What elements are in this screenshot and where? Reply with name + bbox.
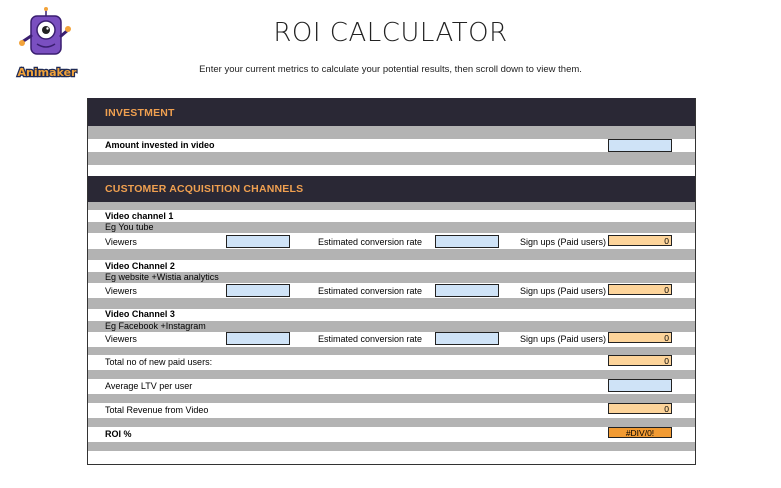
amount-invested-label: Amount invested in video bbox=[105, 140, 215, 150]
channel-1-conversion-input[interactable] bbox=[435, 235, 499, 248]
channel-3-conversion-input[interactable] bbox=[435, 332, 499, 345]
ltv-row bbox=[88, 379, 695, 394]
channel-2-conversion-label: Estimated conversion rate bbox=[318, 286, 423, 296]
channel-1-signups-label: Sign ups (Paid users) bbox=[520, 237, 607, 247]
average-ltv-input[interactable] bbox=[608, 379, 672, 392]
spacer-row bbox=[88, 442, 695, 451]
total-revenue-output: 0 bbox=[608, 403, 672, 414]
channel-2-metrics-row bbox=[88, 283, 695, 298]
channels-section-title: CUSTOMER ACQUISITION CHANNELS bbox=[105, 183, 304, 195]
channel-2-signups-label: Sign ups (Paid users) bbox=[520, 286, 607, 296]
channel-3-example-row bbox=[88, 321, 695, 332]
channel-3-example: Eg Facebook +Instagram bbox=[105, 321, 206, 331]
spacer-row bbox=[88, 202, 695, 210]
channel-1-example-row bbox=[88, 222, 695, 233]
investment-section-title: INVESTMENT bbox=[105, 107, 175, 119]
channel-1-metrics-row bbox=[88, 234, 695, 249]
spacer-row bbox=[88, 418, 695, 427]
total-users-label: Total no of new paid users: bbox=[105, 357, 213, 367]
channel-2-viewers-label: Viewers bbox=[105, 286, 137, 296]
channel-1-example: Eg You tube bbox=[105, 222, 154, 232]
channel-1-name-row bbox=[88, 210, 695, 222]
channel-1-signups-output: 0 bbox=[608, 235, 672, 246]
roi-label: ROI % bbox=[105, 429, 132, 439]
spacer-row bbox=[88, 394, 695, 403]
page-subtitle: Enter your current metrics to calculate your potential results, then scroll down to view them. bbox=[199, 64, 582, 75]
channel-3-signups-output: 0 bbox=[608, 332, 672, 343]
channel-2-name: Video Channel 2 bbox=[105, 261, 175, 271]
channel-1-viewers-label: Viewers bbox=[105, 237, 137, 247]
amount-invested-input[interactable] bbox=[608, 139, 672, 152]
channel-2-conversion-input[interactable] bbox=[435, 284, 499, 297]
revenue-row bbox=[88, 403, 695, 418]
channel-3-metrics-row bbox=[88, 332, 695, 347]
channel-3-name-row bbox=[88, 309, 695, 321]
channel-2-viewers-input[interactable] bbox=[226, 284, 290, 297]
total-users-row bbox=[88, 355, 695, 370]
roi-output: #DIV/0! bbox=[608, 427, 672, 438]
amount-row bbox=[88, 139, 695, 152]
channel-3-viewers-input[interactable] bbox=[226, 332, 290, 345]
spacer-row bbox=[88, 370, 695, 379]
logo-wordmark: Animaker bbox=[17, 66, 77, 79]
channel-2-name-row bbox=[88, 260, 695, 272]
channel-3-viewers-label: Viewers bbox=[105, 334, 137, 344]
page-title: ROI CALCULATOR bbox=[273, 18, 508, 48]
investment-header bbox=[88, 98, 695, 126]
total-revenue-label: Total Revenue from Video bbox=[105, 405, 209, 415]
channel-3-name: Video Channel 3 bbox=[105, 309, 175, 319]
spacer-row bbox=[88, 126, 695, 139]
spacer-row bbox=[88, 298, 695, 309]
spacer-row bbox=[88, 152, 695, 165]
channel-3-signups-label: Sign ups (Paid users) bbox=[520, 334, 607, 344]
channel-1-conversion-label: Estimated conversion rate bbox=[318, 237, 423, 247]
spacer-row bbox=[88, 347, 695, 355]
total-users-output: 0 bbox=[608, 355, 672, 366]
roi-row bbox=[88, 427, 695, 442]
channel-2-example-row bbox=[88, 272, 695, 283]
spacer-row bbox=[88, 249, 695, 260]
channels-header bbox=[88, 176, 695, 202]
average-ltv-label: Average LTV per user bbox=[105, 381, 193, 391]
channel-3-conversion-label: Estimated conversion rate bbox=[318, 334, 423, 344]
channel-1-name: Video channel 1 bbox=[105, 211, 174, 221]
channel-1-viewers-input[interactable] bbox=[226, 235, 290, 248]
channel-2-example: Eg website +Wistia analytics bbox=[105, 272, 219, 282]
roi-sheet bbox=[87, 98, 696, 465]
channel-2-signups-output: 0 bbox=[608, 284, 672, 295]
